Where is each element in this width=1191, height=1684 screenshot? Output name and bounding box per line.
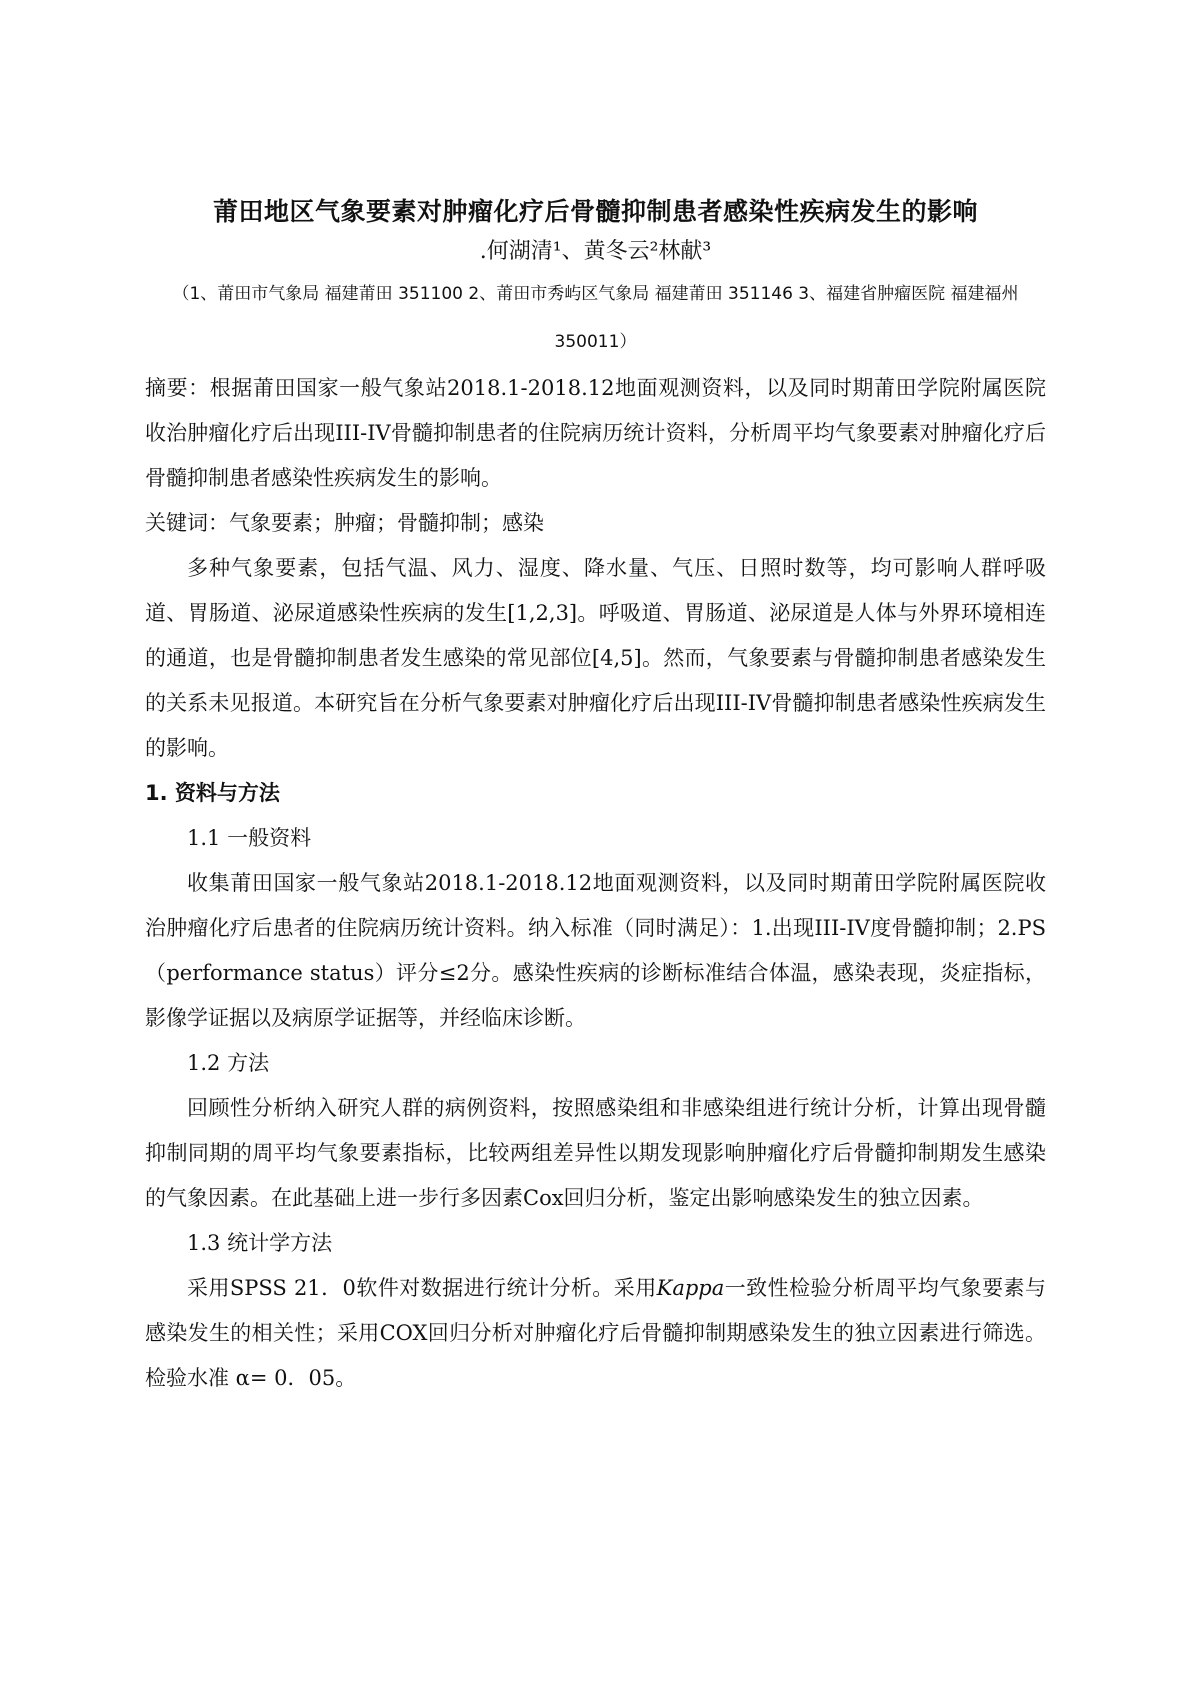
abstract: 摘要：根据莆田国家一般气象站2018.1-2018.12地面观测资料，以及同时期莆田学院附属医院收治肿瘤化疗后出现III-IV骨髓抑制患者的住院病历统计资料，分析周平均气象要素对肿瘤化疗后骨髓抑制患者感染性疾病发生的影响。 <box>145 376 1046 490</box>
keywords: 关键词：气象要素；肿瘤；骨髓抑制；感染 <box>145 511 544 535</box>
author-list: .何湖清¹、黄冬云²林献³ <box>479 239 712 264</box>
stats-text-a: 采用SPSS 21．0软件对数据进行统计分析。采用 <box>187 1276 657 1300</box>
subsection-heading-1-2: 1.2 方法 <box>187 1051 270 1075</box>
kappa-term: Kappa <box>656 1276 725 1300</box>
paper-title: 莆田地区气象要素对肿瘤化疗后骨髓抑制患者感染性疾病发生的影响 <box>212 197 978 226</box>
paragraph-1-1: 收集莆田国家一般气象站2018.1-2018.12地面观测资料，以及同时期莆田学院附属医院收治肿瘤化疗后患者的住院病历统计资料。纳入标准（同时满足）：1.出现III-IV度骨髓抑制；2.PS（performance status）评分≤2分。感染性疾病的诊断标准结合体温，感染表现，炎症指标，影像学证据以及病原学证据等，并经临床诊断。 <box>145 871 1046 1030</box>
subsection-heading-1-1: 1.1 一般资料 <box>187 826 312 850</box>
stats-text-b: 一致性检验分析周平均气象要素与感染发生的相关性；采用COX回归分析对肿瘤化疗后骨髓抑制期感染发生的独立因素进行筛选。检验水准 α= 0．05。 <box>145 1276 1046 1390</box>
affiliations: （1、莆田市气象局 福建莆田 351100 2、莆田市秀屿区气象局 福建莆田 351146 3、福建省肿瘤医院 福建福州 350011） <box>172 284 1019 352</box>
intro-paragraph: 多种气象要素，包括气温、风力、湿度、降水量、气压、日照时数等，均可影响人群呼吸道、胃肠道、泌尿道感染性疾病的发生[1,2,3]。呼吸道、胃肠道、泌尿道是人体与外界环境相连的通道，也是骨髓抑制患者发生感染的常见部位[4,5]。然而，气象要素与骨髓抑制患者感染发生的关系未见报道。本研究旨在分析气象要素对肿瘤化疗后出现III-IV骨髓抑制患者感染性疾病发生的影响。 <box>145 556 1046 760</box>
subsection-heading-1-3: 1.3 统计学方法 <box>187 1231 333 1255</box>
section-heading-1: 1. 资料与方法 <box>145 781 280 805</box>
paragraph-1-2: 回顾性分析纳入研究人群的病例资料，按照感染组和非感染组进行统计分析，计算出现骨髓抑制同期的周平均气象要素指标，比较两组差异性以期发现影响肿瘤化疗后骨髓抑制期发生感染的气象因素。在此基础上进一步行多因素Cox回归分析，鉴定出影响感染发生的独立因素。 <box>145 1096 1046 1210</box>
paragraph-1-3 <box>145 1266 1046 1401</box>
